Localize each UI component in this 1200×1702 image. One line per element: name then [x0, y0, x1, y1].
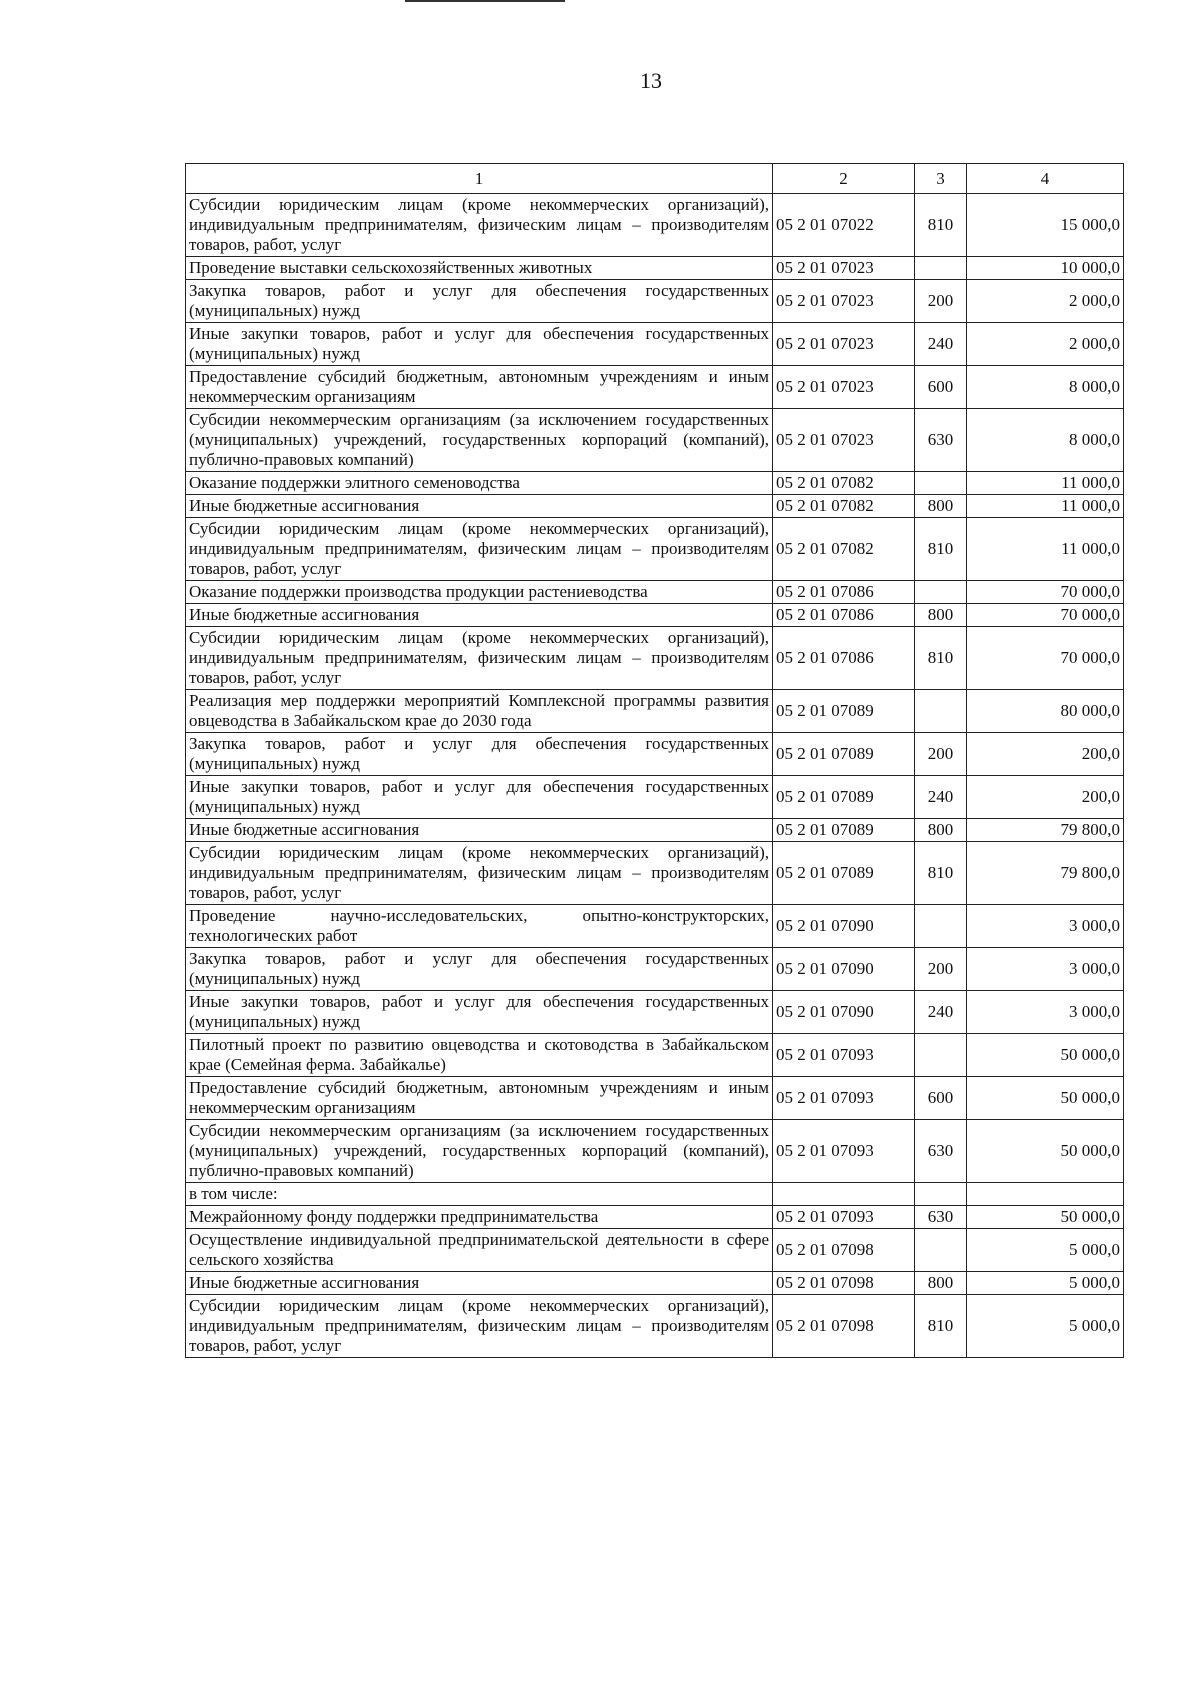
cell-type — [915, 1034, 967, 1077]
cell-code: 05 2 01 07023 — [773, 366, 915, 409]
cell-name: Субсидии юридическим лицам (кроме некоммерческих организаций), индивидуальным предпринимателям, физическим лицам – производителям товаров, работ, услуг — [186, 627, 773, 690]
table-row — [186, 1272, 1124, 1295]
cell-name: Закупка товаров, работ и услуг для обеспечения государственных (муниципальных) нужд — [186, 733, 773, 776]
cell-name: в том числе: — [186, 1183, 773, 1206]
cell-sum: 3 000,0 — [967, 991, 1124, 1034]
cell-sum: 200,0 — [967, 776, 1124, 819]
cell-code: 05 2 01 07093 — [773, 1206, 915, 1229]
cell-sum — [967, 1183, 1124, 1206]
table-row — [186, 1295, 1124, 1358]
table-row — [186, 1206, 1124, 1229]
page-number: 13 — [640, 68, 662, 93]
cell-code: 05 2 01 07089 — [773, 842, 915, 905]
cell-code: 05 2 01 07023 — [773, 257, 915, 280]
table-row — [186, 819, 1124, 842]
table-row — [186, 1077, 1124, 1120]
table-row — [186, 1183, 1124, 1206]
cell-type: 600 — [915, 366, 967, 409]
table-row — [186, 366, 1124, 409]
cell-type: 240 — [915, 991, 967, 1034]
cell-sum: 79 800,0 — [967, 842, 1124, 905]
cell-name: Оказание поддержки элитного семеноводства — [186, 472, 773, 495]
cell-code — [773, 1183, 915, 1206]
table-row — [186, 472, 1124, 495]
cell-sum: 200,0 — [967, 733, 1124, 776]
cell-type: 800 — [915, 495, 967, 518]
cell-name: Проведение научно-исследовательских, опытно-конструкторских, технологических работ — [186, 905, 773, 948]
cell-type: 810 — [915, 518, 967, 581]
table-body — [186, 194, 1124, 1358]
cell-code: 05 2 01 07086 — [773, 627, 915, 690]
cell-sum: 10 000,0 — [967, 257, 1124, 280]
cell-name: Субсидии юридическим лицам (кроме некоммерческих организаций), индивидуальным предпринимателям, физическим лицам – производителям товаров, работ, услуг — [186, 1295, 773, 1358]
cell-name: Иные закупки товаров, работ и услуг для обеспечения государственных (муниципальных) нужд — [186, 323, 773, 366]
table-row — [186, 280, 1124, 323]
cell-code: 05 2 01 07089 — [773, 776, 915, 819]
cell-code: 05 2 01 07098 — [773, 1295, 915, 1358]
cell-type: 200 — [915, 280, 967, 323]
table-row — [186, 409, 1124, 472]
cell-type: 200 — [915, 733, 967, 776]
table-row — [186, 1034, 1124, 1077]
cell-name: Иные бюджетные ассигнования — [186, 604, 773, 627]
page-top-mark — [405, 0, 565, 2]
cell-code: 05 2 01 07093 — [773, 1034, 915, 1077]
table-row — [186, 776, 1124, 819]
cell-name: Оказание поддержки производства продукции растениеводства — [186, 581, 773, 604]
table-row — [186, 1120, 1124, 1183]
cell-code: 05 2 01 07089 — [773, 819, 915, 842]
cell-code: 05 2 01 07093 — [773, 1077, 915, 1120]
cell-code: 05 2 01 07023 — [773, 323, 915, 366]
cell-name: Субсидии некоммерческим организациям (за исключением государственных (муниципальных) учреждений, государственных корпораций (компаний), публично-правовых компаний) — [186, 409, 773, 472]
cell-type: 800 — [915, 1272, 967, 1295]
cell-code: 05 2 01 07090 — [773, 991, 915, 1034]
budget-table — [185, 163, 1124, 1358]
cell-name: Иные бюджетные ассигнования — [186, 495, 773, 518]
cell-name: Иные закупки товаров, работ и услуг для обеспечения государственных (муниципальных) нужд — [186, 991, 773, 1034]
cell-name: Иные закупки товаров, работ и услуг для обеспечения государственных (муниципальных) нужд — [186, 776, 773, 819]
cell-sum: 70 000,0 — [967, 581, 1124, 604]
cell-code: 05 2 01 07098 — [773, 1229, 915, 1272]
cell-code: 05 2 01 07093 — [773, 1120, 915, 1183]
table-row — [186, 518, 1124, 581]
cell-name: Субсидии юридическим лицам (кроме некоммерческих организаций), индивидуальным предпринимателям, физическим лицам – производителям товаров, работ, услуг — [186, 518, 773, 581]
table-row — [186, 991, 1124, 1034]
cell-code: 05 2 01 07023 — [773, 409, 915, 472]
cell-code: 05 2 01 07022 — [773, 194, 915, 257]
cell-sum: 8 000,0 — [967, 366, 1124, 409]
header-row — [186, 164, 1124, 194]
cell-type: 240 — [915, 323, 967, 366]
header-col-3: 3 — [915, 164, 967, 194]
cell-sum: 11 000,0 — [967, 495, 1124, 518]
cell-sum: 50 000,0 — [967, 1206, 1124, 1229]
cell-sum: 5 000,0 — [967, 1272, 1124, 1295]
cell-type: 240 — [915, 776, 967, 819]
cell-type: 810 — [915, 627, 967, 690]
cell-type: 810 — [915, 1295, 967, 1358]
table-row — [186, 194, 1124, 257]
cell-code: 05 2 01 07090 — [773, 948, 915, 991]
cell-code: 05 2 01 07082 — [773, 495, 915, 518]
cell-sum: 50 000,0 — [967, 1034, 1124, 1077]
cell-sum: 15 000,0 — [967, 194, 1124, 257]
header-col-4: 4 — [967, 164, 1124, 194]
cell-code: 05 2 01 07089 — [773, 690, 915, 733]
cell-type: 200 — [915, 948, 967, 991]
cell-name: Закупка товаров, работ и услуг для обеспечения государственных (муниципальных) нужд — [186, 948, 773, 991]
table-row — [186, 948, 1124, 991]
cell-sum: 11 000,0 — [967, 518, 1124, 581]
cell-sum: 11 000,0 — [967, 472, 1124, 495]
cell-name: Пилотный проект по развитию овцеводства и скотоводства в Забайкальском крае (Семейная ферма. Забайкалье) — [186, 1034, 773, 1077]
cell-type — [915, 257, 967, 280]
table-row — [186, 581, 1124, 604]
table-row — [186, 842, 1124, 905]
cell-sum: 3 000,0 — [967, 948, 1124, 991]
table-row — [186, 323, 1124, 366]
cell-code: 05 2 01 07086 — [773, 604, 915, 627]
cell-sum: 2 000,0 — [967, 323, 1124, 366]
table-row — [186, 604, 1124, 627]
header-col-2: 2 — [773, 164, 915, 194]
cell-sum: 3 000,0 — [967, 905, 1124, 948]
cell-name: Предоставление субсидий бюджетным, автономным учреждениям и иным некоммерческим организациям — [186, 366, 773, 409]
cell-name: Субсидии юридическим лицам (кроме некоммерческих организаций), индивидуальным предпринимателям, физическим лицам – производителям товаров, работ, услуг — [186, 842, 773, 905]
header-col-1: 1 — [186, 164, 773, 194]
cell-sum: 80 000,0 — [967, 690, 1124, 733]
table-row — [186, 905, 1124, 948]
cell-sum: 50 000,0 — [967, 1120, 1124, 1183]
cell-name: Субсидии некоммерческим организациям (за исключением государственных (муниципальных) учреждений, государственных корпораций (компаний), публично-правовых компаний) — [186, 1120, 773, 1183]
cell-sum: 2 000,0 — [967, 280, 1124, 323]
cell-sum: 8 000,0 — [967, 409, 1124, 472]
cell-type: 810 — [915, 842, 967, 905]
table-row — [186, 495, 1124, 518]
cell-name: Субсидии юридическим лицам (кроме некоммерческих организаций), индивидуальным предпринимателям, физическим лицам – производителям товаров, работ, услуг — [186, 194, 773, 257]
table-row — [186, 733, 1124, 776]
table-row — [186, 690, 1124, 733]
cell-name: Межрайонному фонду поддержки предпринимательства — [186, 1206, 773, 1229]
cell-code: 05 2 01 07082 — [773, 472, 915, 495]
table-row — [186, 1229, 1124, 1272]
cell-type — [915, 472, 967, 495]
cell-sum: 50 000,0 — [967, 1077, 1124, 1120]
cell-code: 05 2 01 07090 — [773, 905, 915, 948]
cell-name: Иные бюджетные ассигнования — [186, 1272, 773, 1295]
cell-type: 630 — [915, 1206, 967, 1229]
cell-name: Проведение выставки сельскохозяйственных животных — [186, 257, 773, 280]
cell-name: Закупка товаров, работ и услуг для обеспечения государственных (муниципальных) нужд — [186, 280, 773, 323]
cell-type — [915, 1183, 967, 1206]
cell-type — [915, 1229, 967, 1272]
cell-type — [915, 905, 967, 948]
cell-type: 630 — [915, 1120, 967, 1183]
cell-code: 05 2 01 07023 — [773, 280, 915, 323]
cell-name: Реализация мер поддержки мероприятий Комплексной программы развития овцеводства в Забайкальском крае до 2030 года — [186, 690, 773, 733]
cell-sum: 5 000,0 — [967, 1295, 1124, 1358]
table-row — [186, 627, 1124, 690]
cell-sum: 5 000,0 — [967, 1229, 1124, 1272]
cell-sum: 70 000,0 — [967, 627, 1124, 690]
cell-name: Предоставление субсидий бюджетным, автономным учреждениям и иным некоммерческим организациям — [186, 1077, 773, 1120]
cell-sum: 79 800,0 — [967, 819, 1124, 842]
cell-code: 05 2 01 07086 — [773, 581, 915, 604]
cell-type: 630 — [915, 409, 967, 472]
cell-type — [915, 581, 967, 604]
cell-type: 800 — [915, 604, 967, 627]
cell-name: Осуществление индивидуальной предпринимательской деятельности в сфере сельского хозяйства — [186, 1229, 773, 1272]
table-row — [186, 257, 1124, 280]
cell-type: 810 — [915, 194, 967, 257]
cell-type — [915, 690, 967, 733]
cell-code: 05 2 01 07082 — [773, 518, 915, 581]
cell-name: Иные бюджетные ассигнования — [186, 819, 773, 842]
cell-code: 05 2 01 07098 — [773, 1272, 915, 1295]
cell-sum: 70 000,0 — [967, 604, 1124, 627]
cell-type: 600 — [915, 1077, 967, 1120]
cell-type: 800 — [915, 819, 967, 842]
cell-code: 05 2 01 07089 — [773, 733, 915, 776]
